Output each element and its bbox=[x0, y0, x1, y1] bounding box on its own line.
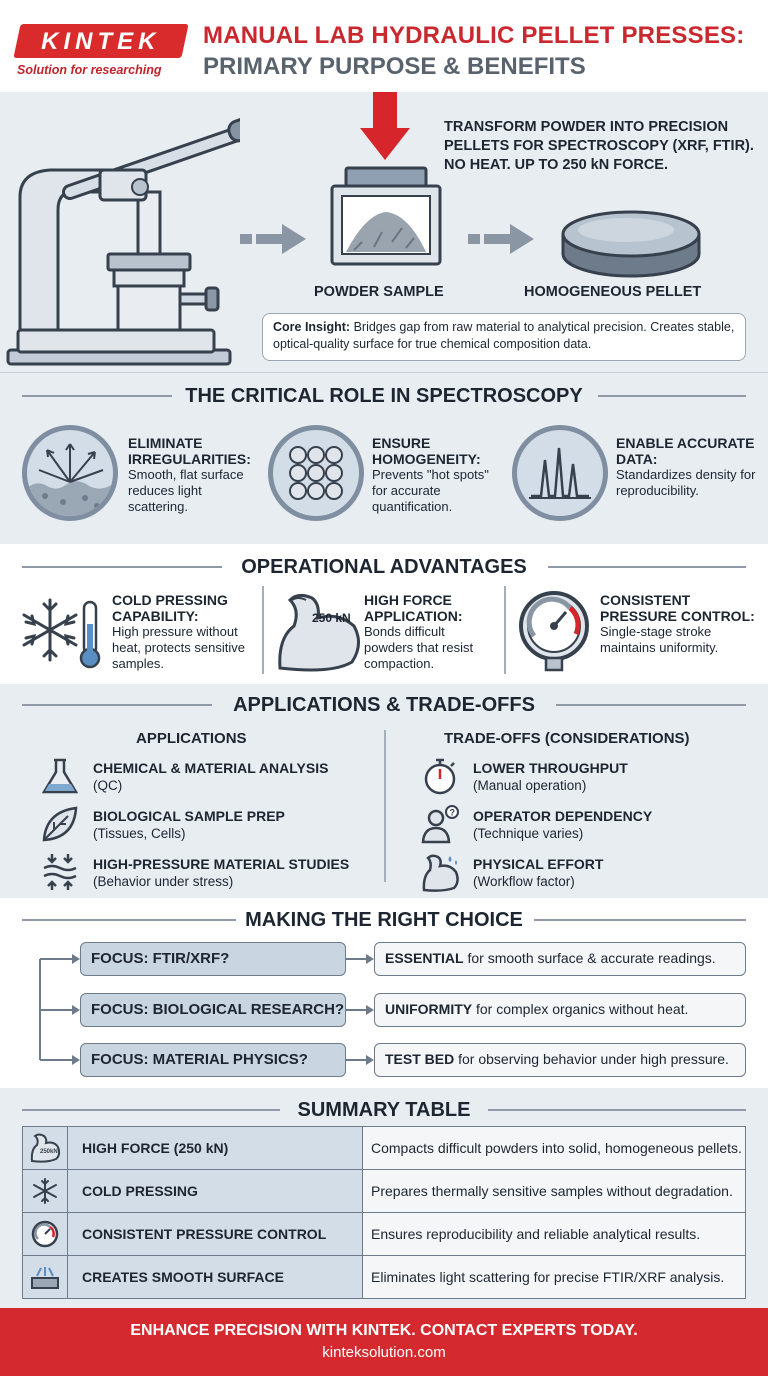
feature-desc: Prevents "hot spots" for accurate quantification. bbox=[372, 467, 489, 514]
application-title: HIGH-PRESSURE MATERIAL STUDIES bbox=[93, 856, 350, 872]
result-text: for complex organics without heat. bbox=[472, 1001, 689, 1017]
feature-title: CONSISTENT PRESSURE CONTROL: bbox=[600, 592, 755, 624]
footer-cta bbox=[0, 1308, 768, 1376]
summary-feature: CONSISTENT PRESSURE CONTROL bbox=[68, 1213, 363, 1256]
feature-desc: Single-stage stroke maintains uniformity. bbox=[600, 624, 719, 655]
table-row bbox=[23, 1170, 746, 1213]
divider bbox=[384, 730, 386, 882]
spectrum-peaks-icon bbox=[512, 425, 608, 521]
hero-section bbox=[0, 92, 768, 372]
choice-result bbox=[374, 1043, 746, 1077]
arrow-right-icon bbox=[238, 222, 308, 256]
tradeoffs-column-header: TRADE-OFFS (CONSIDERATIONS) bbox=[444, 730, 690, 747]
core-insight-box bbox=[262, 313, 746, 361]
feature-title: ENSURE HOMOGENEITY: bbox=[372, 435, 481, 467]
focus-option-biological: FOCUS: BIOLOGICAL RESEARCH? bbox=[80, 993, 346, 1027]
spectroscopy-section bbox=[0, 372, 768, 544]
application-sub: (Tissues, Cells) bbox=[93, 826, 186, 841]
stopwatch-icon bbox=[420, 756, 460, 796]
kintek-logo: KINTEK bbox=[13, 24, 188, 58]
section-heading: MAKING THE RIGHT CHOICE bbox=[245, 909, 523, 931]
result-keyword: ESSENTIAL bbox=[385, 950, 464, 966]
choice-result bbox=[374, 942, 746, 976]
pressure-gauge-icon bbox=[514, 588, 594, 674]
feature-desc: High pressure without heat, protects sensitive samples. bbox=[112, 624, 245, 671]
summary-feature: COLD PRESSING bbox=[68, 1170, 363, 1213]
press-die-icon bbox=[326, 92, 446, 282]
result-keyword: TEST BED bbox=[385, 1051, 455, 1067]
summary-table bbox=[22, 1126, 746, 1299]
leaf-icon bbox=[40, 804, 80, 844]
section-heading: OPERATIONAL ADVANTAGES bbox=[241, 556, 527, 578]
core-insight-text: Bridges gap from raw material to analytical precision. Creates stable, optical-quality surface for true chemical composition data. bbox=[273, 320, 735, 351]
feature-title: ENABLE ACCURATE DATA: bbox=[616, 435, 755, 467]
tradeoff-sub: (Manual operation) bbox=[473, 778, 587, 793]
arrow-right-icon bbox=[466, 222, 536, 256]
section-heading: APPLICATIONS & TRADE-OFFS bbox=[233, 694, 535, 716]
pressure-gauge-icon bbox=[23, 1213, 68, 1256]
pellet-icon bbox=[556, 206, 706, 286]
logo-tagline: Solution for researching bbox=[17, 63, 162, 77]
tradeoff-sub: (Technique varies) bbox=[473, 826, 584, 841]
tradeoff-title: LOWER THROUGHPUT bbox=[473, 760, 628, 776]
result-text: for smooth surface & accurate readings. bbox=[463, 950, 716, 966]
applications-section bbox=[0, 684, 768, 898]
feature-title: COLD PRESSING CAPABILITY: bbox=[112, 592, 228, 624]
result-keyword: UNIFORMITY bbox=[385, 1001, 473, 1017]
smooth-surface-icon bbox=[23, 1256, 68, 1299]
application-title: BIOLOGICAL SAMPLE PREP bbox=[93, 808, 285, 824]
hydraulic-press-icon bbox=[0, 92, 240, 372]
summary-feature: CREATES SMOOTH SURFACE bbox=[68, 1256, 363, 1299]
page-subtitle: PRIMARY PURPOSE & BENEFITS bbox=[203, 53, 586, 80]
svg-text:?: ? bbox=[449, 807, 455, 818]
surface-scatter-icon bbox=[22, 425, 118, 521]
application-sub: (QC) bbox=[93, 778, 123, 793]
summary-feature: HIGH FORCE (250 kN) bbox=[68, 1127, 363, 1170]
section-heading: SUMMARY TABLE bbox=[297, 1099, 471, 1121]
operational-section bbox=[0, 544, 768, 684]
choice-result bbox=[374, 993, 746, 1027]
tradeoff-sub: (Workflow factor) bbox=[473, 874, 575, 889]
footer-website-link[interactable]: kinteksolution.com bbox=[322, 1344, 446, 1361]
result-text: for observing behavior under high pressure. bbox=[454, 1051, 729, 1067]
choice-section bbox=[0, 898, 768, 1088]
application-sub: (Behavior under stress) bbox=[93, 874, 234, 889]
summary-section bbox=[0, 1088, 768, 1308]
snowflake-thermometer-icon bbox=[16, 588, 106, 674]
focus-option-material-physics: FOCUS: MATERIAL PHYSICS? bbox=[80, 1043, 346, 1077]
table-row bbox=[23, 1213, 746, 1256]
focus-option-ftir-xrf: FOCUS: FTIR/XRF? bbox=[80, 942, 346, 976]
homogeneous-pellet-label: HOMOGENEOUS PELLET bbox=[524, 284, 702, 300]
hero-statement: TRANSFORM POWDER INTO PRECISION PELLETS FOR SPECTROSCOPY (XRF, FTIR). NO HEAT. UP TO 250 kN FORCE. bbox=[444, 119, 754, 173]
grid-dots-icon bbox=[268, 425, 364, 521]
table-row bbox=[23, 1127, 746, 1170]
flexed-arm-icon bbox=[272, 588, 366, 674]
sweating-arm-icon bbox=[420, 852, 460, 892]
summary-desc: Prepares thermally sensitive samples without degradation. bbox=[363, 1170, 746, 1213]
feature-desc: Bonds difficult powders that resist compaction. bbox=[364, 624, 474, 671]
core-insight-label: Core Insight: bbox=[273, 320, 351, 334]
tradeoff-title: OPERATOR DEPENDENCY bbox=[473, 808, 653, 824]
force-badge: 250 kN bbox=[312, 611, 351, 625]
page-title: MANUAL LAB HYDRAULIC PELLET PRESSES: bbox=[203, 22, 745, 49]
compression-icon bbox=[40, 852, 80, 892]
flexed-arm-icon bbox=[23, 1127, 68, 1170]
header bbox=[0, 0, 768, 92]
summary-desc: Compacts difficult powders into solid, homogeneous pellets. bbox=[363, 1127, 746, 1170]
summary-desc: Eliminates light scattering for precise FTIR/XRF analysis. bbox=[363, 1256, 746, 1299]
summary-desc: Ensures reproducibility and reliable analytical results. bbox=[363, 1213, 746, 1256]
section-heading: THE CRITICAL ROLE IN SPECTROSCOPY bbox=[185, 385, 583, 407]
application-title: CHEMICAL & MATERIAL ANALYSIS bbox=[93, 760, 329, 776]
feature-title: HIGH FORCE APPLICATION: bbox=[364, 592, 463, 624]
divider bbox=[262, 586, 264, 674]
tradeoff-title: PHYSICAL EFFORT bbox=[473, 856, 604, 872]
divider bbox=[504, 586, 506, 674]
table-row bbox=[23, 1256, 746, 1299]
applications-column-header: APPLICATIONS bbox=[136, 730, 247, 747]
snowflake-icon bbox=[23, 1170, 68, 1213]
icon-label: 250kN bbox=[40, 1149, 58, 1155]
footer-cta-text: ENHANCE PRECISION WITH KINTEK. CONTACT EXPERTS TODAY. bbox=[130, 1322, 638, 1339]
feature-desc: Standardizes density for reproducibility. bbox=[616, 467, 756, 498]
flask-icon bbox=[40, 756, 80, 796]
feature-desc: Smooth, flat surface reduces light scattering. bbox=[128, 467, 244, 514]
operator-question-icon bbox=[420, 804, 460, 844]
feature-title: ELIMINATE IRREGULARITIES: bbox=[128, 435, 251, 467]
powder-sample-label: POWDER SAMPLE bbox=[314, 284, 444, 300]
